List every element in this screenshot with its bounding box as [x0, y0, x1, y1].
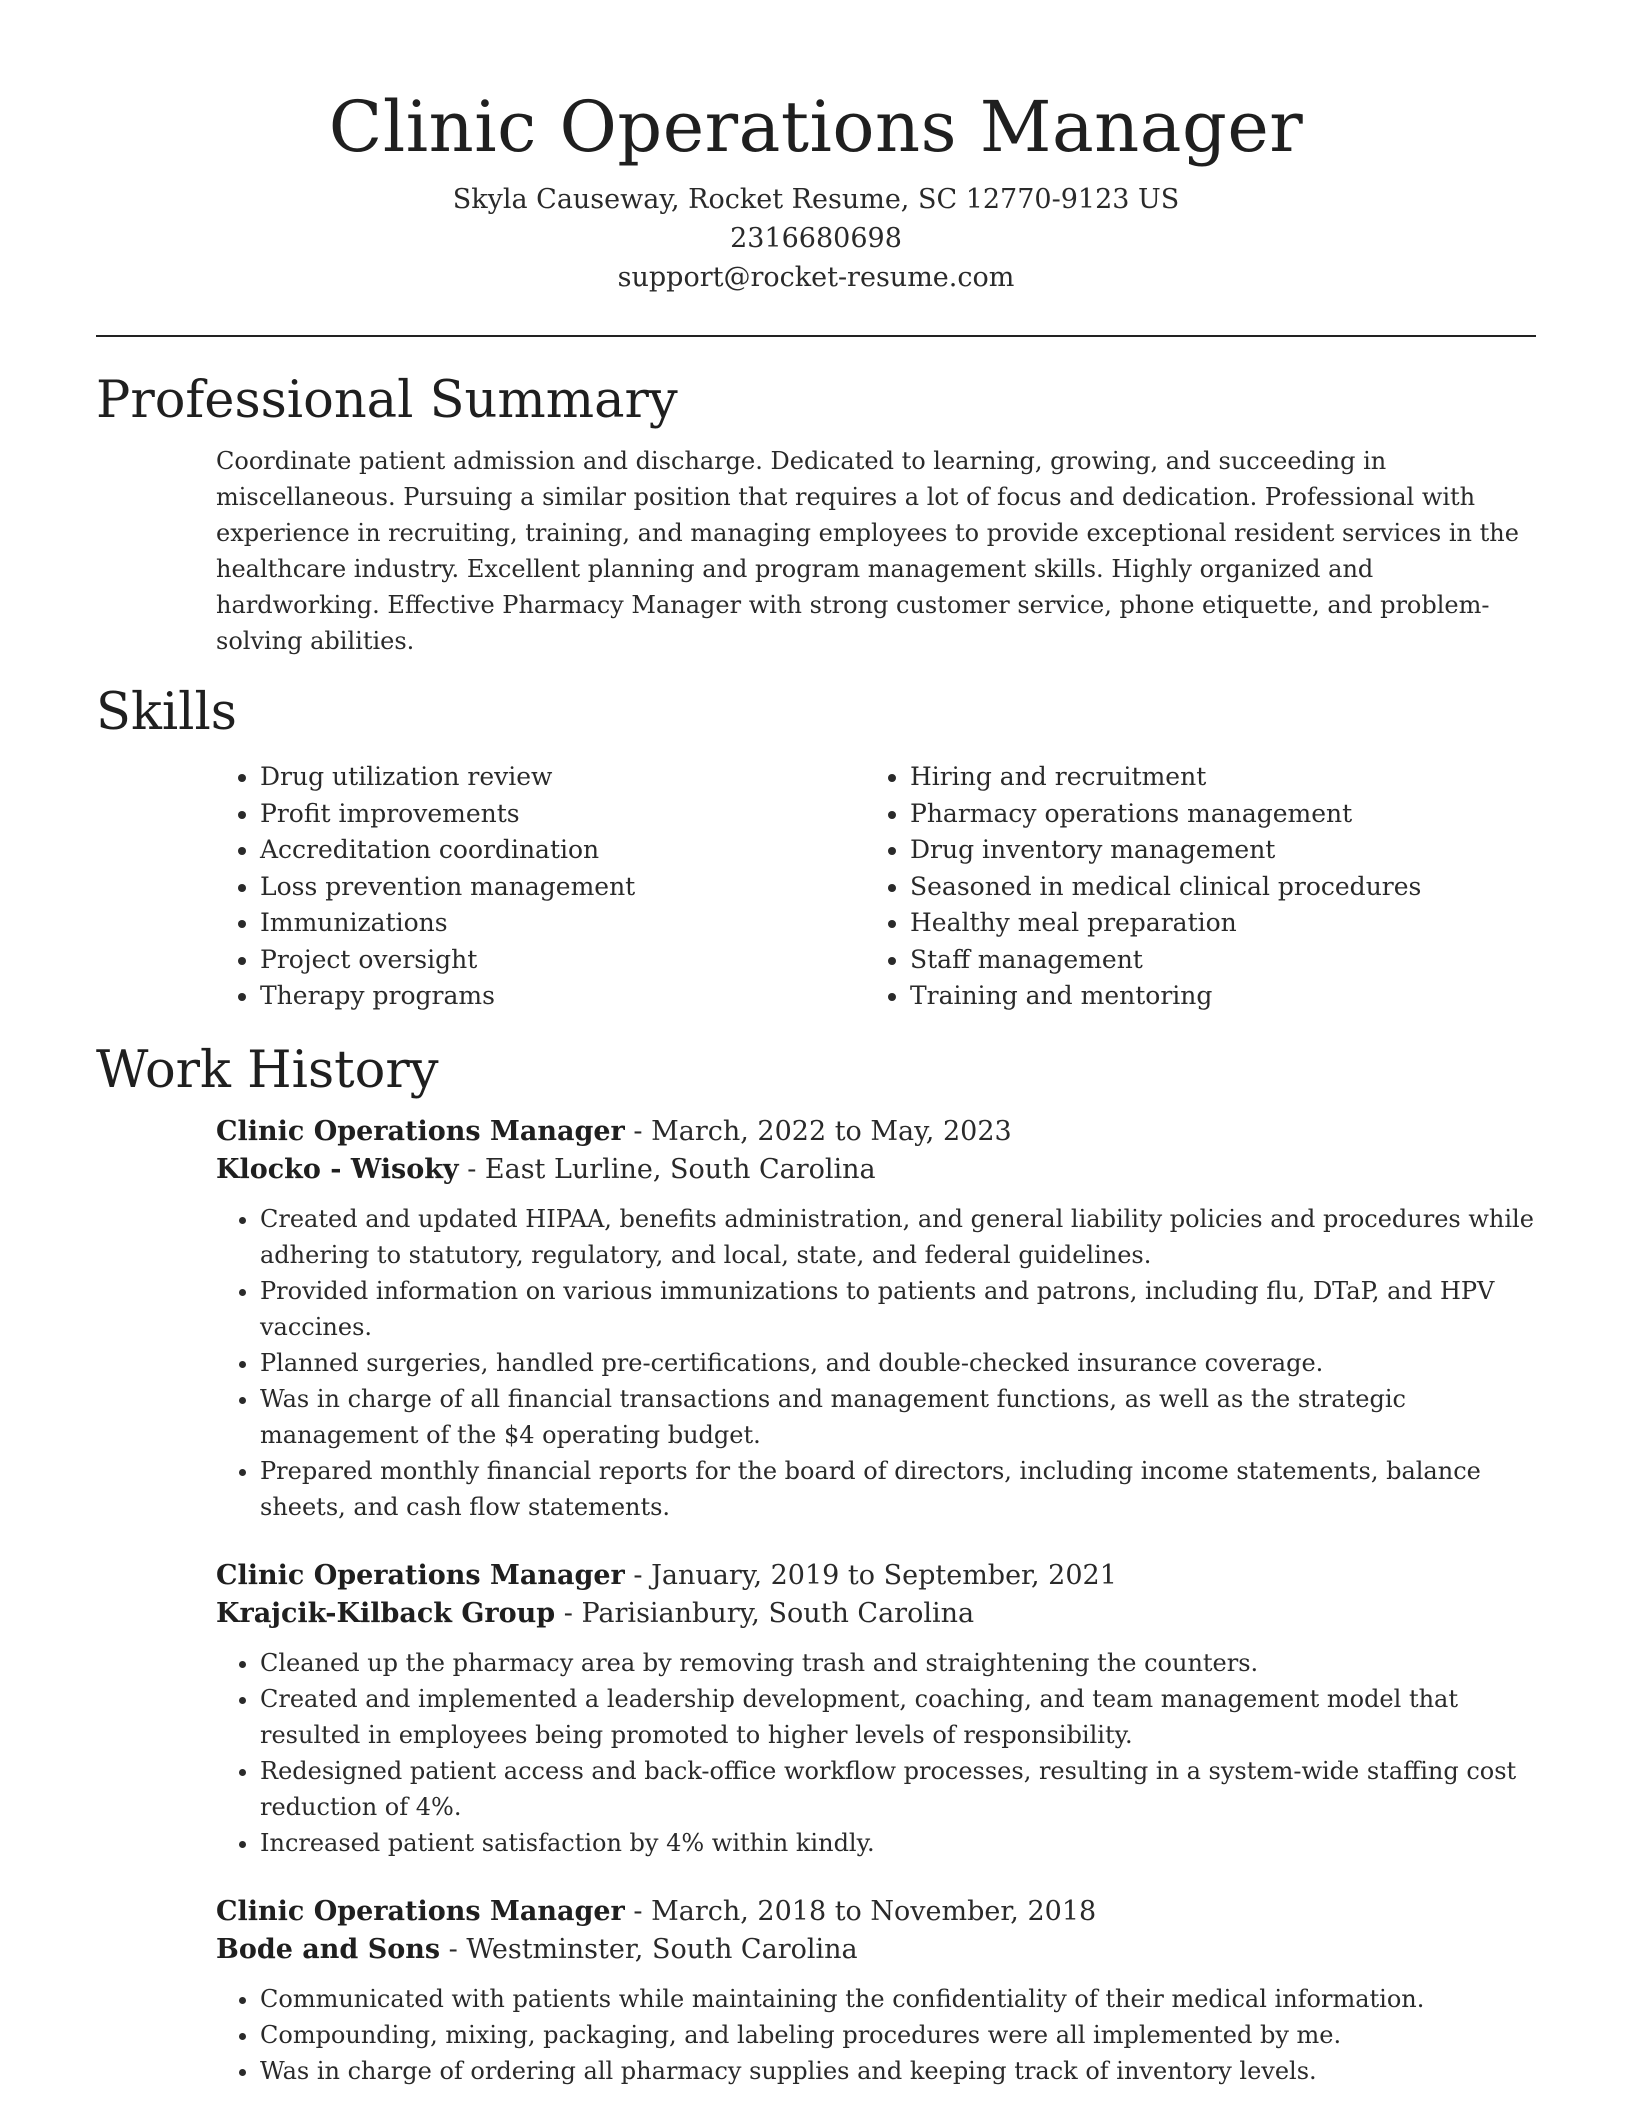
- skill-item: • Training and mentoring: [910, 978, 1516, 1015]
- job-location: - Parisianbury, South Carolina: [555, 1597, 975, 1629]
- job-entry: [216, 1557, 1536, 1861]
- job-bullet: • Was in charge of all financial transactions and management functions, as well as the strategic management of the $4 operating budget.: [260, 1381, 1536, 1453]
- job-bullets: [216, 1645, 1536, 1861]
- contact-address: Skyla Causeway, Rocket Resume, SC 12770-9123 US: [452, 184, 1180, 215]
- job-entry: [216, 1113, 1536, 1525]
- skills-columns: [216, 759, 1536, 1015]
- job-bullets: [216, 1981, 1536, 2089]
- job-company: Klocko - Wisoky: [216, 1153, 459, 1185]
- summary-section: [96, 371, 1536, 659]
- skill-item: • Loss prevention management: [260, 869, 866, 906]
- skill-item: • Drug utilization review: [260, 759, 866, 796]
- skills-heading: Skills: [96, 683, 237, 742]
- job-role: Clinic Operations Manager: [216, 1559, 625, 1591]
- job-dates: - March, 2022 to May, 2023: [624, 1115, 1012, 1147]
- skill-item: • Drug inventory management: [910, 832, 1516, 869]
- skill-item: • Staff management: [910, 942, 1516, 979]
- job-bullet: • Planned surgeries, handled pre-certifications, and double-checked insurance coverage.: [260, 1345, 1536, 1381]
- job-bullet: • Cleaned up the pharmacy area by removing trash and straightening the counters.: [260, 1645, 1536, 1681]
- skills-list-right: [866, 759, 1516, 1015]
- job-role: Clinic Operations Manager: [216, 1115, 625, 1147]
- skill-item: • Project oversight: [260, 942, 866, 979]
- job-title-line: [216, 1557, 1536, 1595]
- skill-item: • Profit improvements: [260, 796, 866, 833]
- job-location: - Westminster, South Carolina: [440, 1933, 858, 1965]
- summary-text: Coordinate patient admission and discharge. Dedicated to learning, growing, and succeeding in miscellaneous. Pursuing a similar position that requires a lot of focus and dedication. Professional with experience in recruiting, training, and managing employees to provide exceptional resident services in the healthcare industry. Excellent planning and program management skills. Highly organized and hardworking. Effective Pharmacy Manager with strong customer service, phone etiquette, and problem-solving abilities.: [216, 447, 1519, 655]
- resume-page: [96, 0, 1536, 2089]
- job-company: Bode and Sons: [216, 1933, 441, 1965]
- resume-title: Clinic Operations Manager: [328, 86, 1304, 168]
- work-heading: Work History: [96, 1040, 439, 1100]
- summary-heading: Professional Summary: [96, 371, 678, 430]
- skill-item: • Pharmacy operations management: [910, 796, 1516, 833]
- job-location: - East Lurline, South Carolina: [458, 1153, 876, 1185]
- job-bullet: • Prepared monthly financial reports for the board of directors, including income statements, balance sheets, and cash flow statements.: [260, 1453, 1536, 1525]
- job-bullets: [216, 1201, 1536, 1525]
- skill-item: • Therapy programs: [260, 978, 866, 1015]
- job-bullet: • Communicated with patients while maintaining the confidentiality of their medical information.: [260, 1981, 1536, 2017]
- skill-item: • Hiring and recruitment: [910, 759, 1516, 796]
- job-entry: [216, 1893, 1536, 2089]
- job-bullet: • Compounding, mixing, packaging, and labeling procedures were all implemented by me.: [260, 2017, 1536, 2053]
- skills-list-left: [216, 759, 866, 1015]
- job-company: Krajcik-Kilback Group: [216, 1597, 556, 1629]
- job-bullet: • Created and implemented a leadership development, coaching, and team management model that resulted in employees being promoted to higher levels of responsibility.: [260, 1681, 1536, 1753]
- job-bullet: • Created and updated HIPAA, benefits administration, and general liability policies and procedures while adhering to statutory, regulatory, and local, state, and federal guidelines.: [260, 1201, 1536, 1273]
- contact-phone: 2316680698: [730, 223, 902, 254]
- job-role: Clinic Operations Manager: [216, 1895, 625, 1927]
- job-bullet: • Redesigned patient access and back-office workflow processes, resulting in a system-wide staffing cost reduction of 4%.: [260, 1753, 1536, 1825]
- job-title-line: [216, 1113, 1536, 1151]
- job-dates: - March, 2018 to November, 2018: [624, 1895, 1097, 1927]
- skill-item: • Immunizations: [260, 905, 866, 942]
- job-bullet: • Increased patient satisfaction by 4% within kindly.: [260, 1825, 1536, 1861]
- skill-item: • Accreditation coordination: [260, 832, 866, 869]
- job-company-line: [216, 1931, 1536, 1969]
- skill-item: • Seasoned in medical clinical procedures: [910, 869, 1516, 906]
- skill-item: • Healthy meal preparation: [910, 905, 1516, 942]
- skills-section: [96, 683, 1536, 1015]
- job-company-line: [216, 1595, 1536, 1633]
- header-divider: [96, 335, 1536, 337]
- contact-email: support@rocket-resume.com: [617, 262, 1015, 293]
- job-company-line: [216, 1151, 1536, 1189]
- job-bullet: • Provided information on various immunizations to patients and patrons, including flu, DTaP, and HPV vaccines.: [260, 1273, 1536, 1345]
- contact-block: [96, 180, 1536, 297]
- work-section: [96, 1041, 1536, 2089]
- job-bullet: • Was in charge of ordering all pharmacy supplies and keeping track of inventory levels.: [260, 2053, 1536, 2089]
- resume-header: [96, 0, 1536, 337]
- job-dates: - January, 2019 to September, 2021: [624, 1559, 1117, 1591]
- job-title-line: [216, 1893, 1536, 1931]
